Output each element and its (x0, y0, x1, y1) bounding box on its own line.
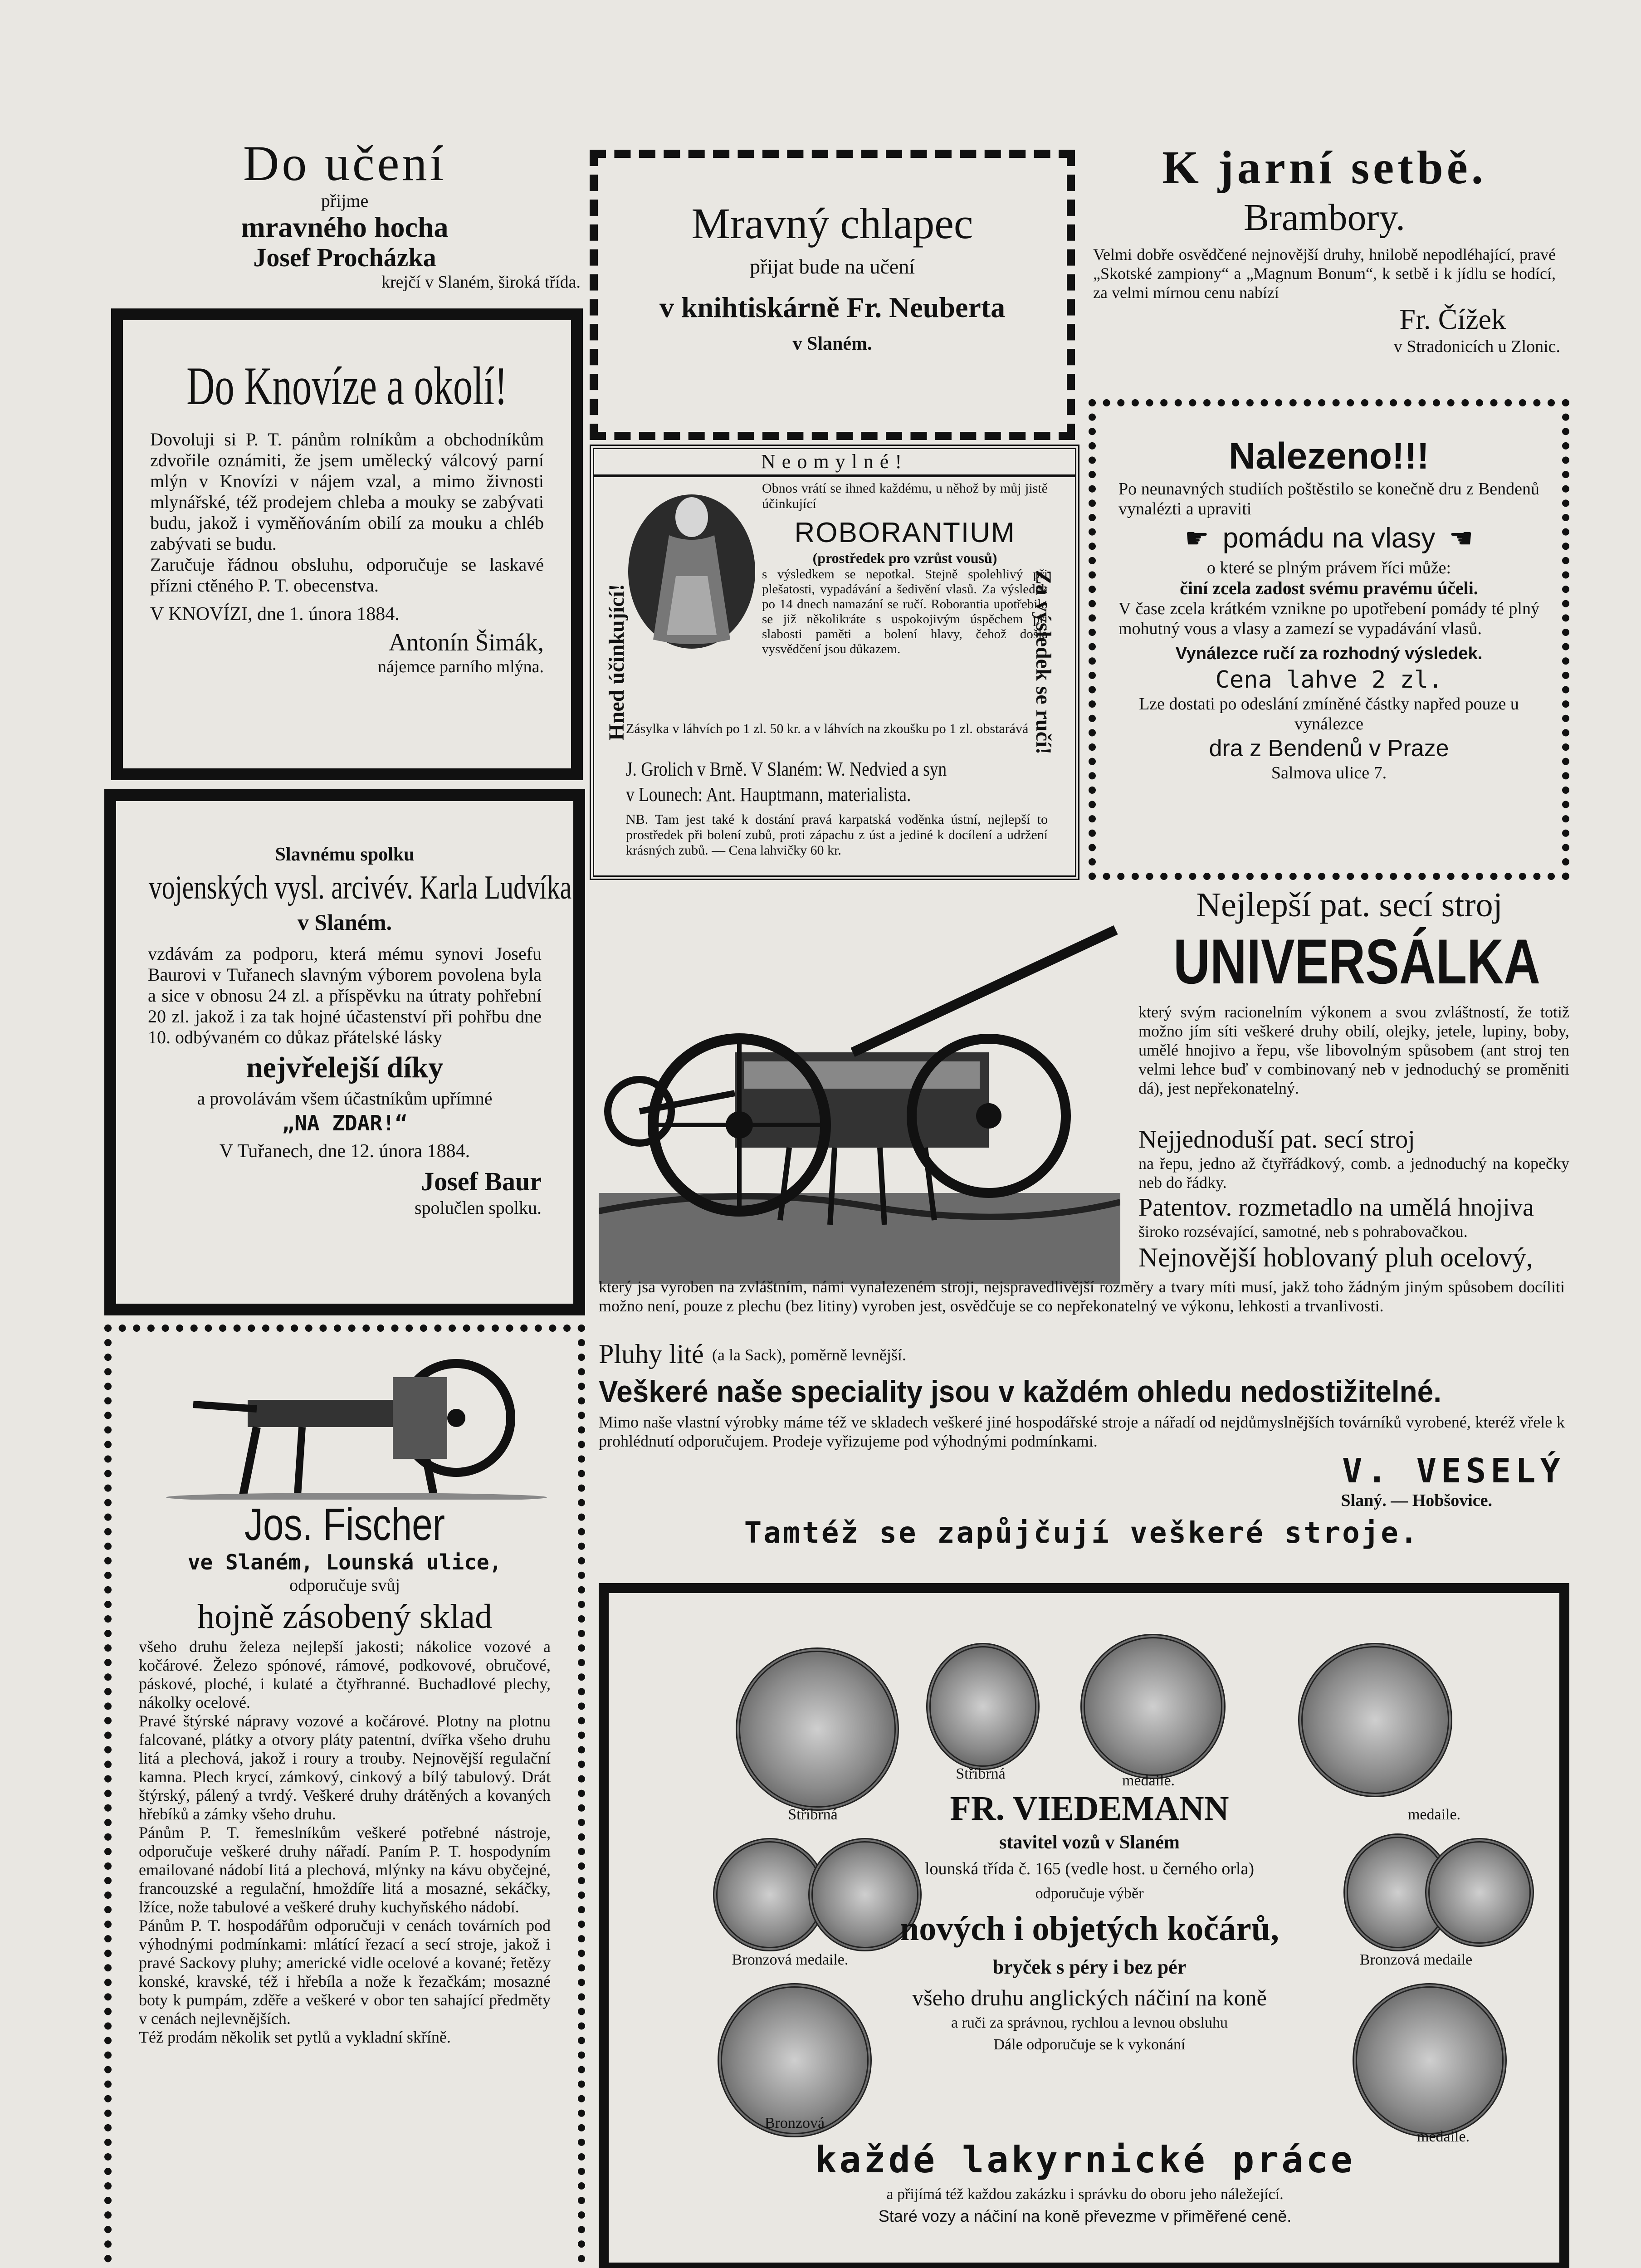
ad-spolek-motto: „NA ZDAR!“ (282, 1111, 408, 1135)
ad-nalezeno-order: Lze dostati po odeslání zmíněné částky napřed pouze u vynálezce (1139, 694, 1519, 733)
ad-universalka-l3: Patentov. rozmetadlo na umělá hnojiva (1138, 1193, 1534, 1222)
ad-nalezeno-name: dra z Bendenů v Praze (1209, 735, 1449, 762)
ad-chlapec (590, 150, 1075, 440)
ad-fischer-body: všeho druhu železa nejlepší jakosti; nákolice vozové a kočárové. Železo spónové, rámové, podkovové, obručové, páskové, ploché, i kulaté a čtyřhranné. Buchadlové plechy, nákolky ocelové. (139, 1637, 551, 1711)
ad-chlapec-line1: přijat bude na učení (749, 255, 915, 278)
ad-roborantium-side-right: Za výsledek se ručí! (1031, 570, 1055, 755)
ad-apprentice-line1: přijme (321, 191, 369, 211)
ad-universalka-body3: Mimo naše vlastní výrobky máme též ve skladech veškeré jiné hospodářské stroje a nářadí od nejdůmyslnějších továrníků vyrobené, kteréž vřele k prohlédnutí odporučujem. Prodeje vyřizujeme pod výhodnými podmínkami. (599, 1413, 1565, 1450)
medal-icon-1 (736, 1647, 899, 1811)
medal-caption-8: medaile. (1416, 2128, 1470, 2145)
ad-apprentice-sub: krejčí v Slaném, široká třída. (381, 273, 581, 292)
ad-viedemann-l1: stavitel vozů v Slaném (999, 1832, 1180, 1853)
medal-caption-4: medaile. (1407, 1806, 1461, 1823)
ad-viedemann-l9: Staré vozy a náčiní na koně převezme v přiměřené ceně. (878, 2207, 1292, 2225)
ad-chlapec-title: Mravný chlapec (691, 199, 973, 248)
ad-setba-name: Fr. Čížek (1399, 303, 1506, 335)
ad-viedemann-l8: a přijímá též každou zakázku i správku do oboru jeho náležející. (886, 2186, 1284, 2203)
medal-icon-6b (1425, 1838, 1534, 1947)
fischer-cutter-illustration (139, 1350, 551, 1500)
ad-nalezeno-guarantee: Vynálezce ručí za rozhodný výsledek. (1175, 644, 1483, 663)
ad-knovize-date: V KNOVÍZI, dne 1. února 1884. (150, 604, 400, 625)
ad-universalka-brand: UNIVERSÁLKA (1173, 926, 1540, 997)
ad-spolek-body2: a provolávám všem účastníkům upřímné (197, 1088, 493, 1109)
ad-viedemann (599, 1583, 1569, 2268)
ad-roborantium-intro: Obnos vrátí se ihned každému, u něhož by můj jistě účinkující (762, 481, 1048, 511)
ad-roborantium-desc: s výsledkem se nepotkal. Stejně spolehlivý při plešatosti, vypadávání a šedivění vlasů. Za výsledek po 14 dnech namazání se ručí. Roborantia upotřebilo se již několikráte s uspokojivým úspěchem při slabosti paměti a bolení hlavy, čehož došlá vysvědčení jsou důkazem. (762, 567, 1048, 656)
ad-knovize (111, 308, 583, 780)
ad-chlapec-line3: v Slaném. (792, 333, 872, 354)
viedemann-center (863, 1788, 1316, 2056)
ad-spolek-date: V Tuřanech, dne 12. února 1884. (219, 1141, 470, 1162)
ad-universalka-l5: Pluhy lité (599, 1339, 704, 1369)
ad-nalezeno-price: Cena lahve 2 zl. (1215, 666, 1443, 694)
ad-spolek-body: vzdávám za podporu, která mému synovi Josefu Baurovi v Tuřanech slavným výborem povolena byla a sice v obnosu 24 zl. a příspěvku na útraty pohřební 20 zl. jakož i za tak hojné účastenství při pohřbu dne 10. odbývaném co důkaz přátelské lásky (148, 943, 542, 1047)
ad-universalka-rent: Tamtéž se zapůjčují veškeré stroje. (744, 1516, 1420, 1550)
ad-universalka-l4: Nejnovější hoblovaný pluh ocelový, (1138, 1242, 1533, 1272)
ad-nalezeno-body: Po neunavných studiích poštěstilo se konečně dru z Bendenů vynalézti a upraviti (1118, 479, 1539, 518)
ad-roborantium-dealers2: v Lounech: Ant. Hauptmann, materialista. (626, 783, 911, 806)
ad-fischer-body4: Pánům P. T. hospodářům odporučuji v cenách továrních pod výhodnými podmínkami: mlátící řezací a secí stroje, jakož i pravé Sackovy pluhy; americké vidle ocelové a kované; řetězy konské, kravské, též i hřebíla a nože k řezačkám; mosazné boty k pumpám, zděře a veškeré v obor ten sahající předměty v cenách nejlevnějších. (139, 1916, 551, 2028)
ad-viedemann-l5: všeho druhu anglických náčiní na koně (912, 1985, 1267, 2010)
medal-caption-1: Stříbrná (788, 1806, 838, 1823)
ad-universalka-l3b: široko rozsévající, samotné, neb s pohrabovačkou. (1138, 1222, 1468, 1241)
ad-fischer-body3: Pánům P. T. řemeslníkům veškeré potřebné nástroje, odporučuje veškeré druhy nářadí. Paním P. T. hospodyním emailované nádobí litá a plechová, mlýnky na kávu obyčejné, francouzské a regulační, hmoždíře litá a mosazné, sekáčky, lžíce, nože tabulové a veškeré druhy kuchyňského nádobí. (139, 1823, 551, 1916)
ad-viedemann-l2: lounská třída č. 165 (vedle host. u černého orla) (925, 1859, 1254, 1878)
ad-chlapec-line2: v knihtiskárně Fr. Neuberta (659, 291, 1006, 323)
ad-spolek-line3: v Slaném. (297, 909, 392, 935)
ad-spolek-role: spolučlen spolku. (415, 1198, 542, 1218)
ad-nalezeno-body3: V čase zcela krátkém vznikne po upotřebení pomády té plný mohutný vous a vlasy a zamezí se vypadávání vlasů. (1118, 599, 1539, 638)
ad-apprentice-name: Josef Procházka (253, 243, 436, 272)
ad-viedemann-l4: bryček s péry i bez pér (992, 1956, 1187, 1978)
pointing-hand-icon: ☛ (1184, 523, 1209, 554)
medal-caption-3: medaile. (1122, 1772, 1175, 1789)
ad-roborantium-side-left: Hned účinkující! (605, 584, 629, 741)
ad-universalka-slogan: Veškeré naše speciality jsou v každém ohledu nedostižitelné. (599, 1374, 1441, 1409)
ad-knovize-name: Antonín Šimák, (388, 629, 544, 656)
ad-universalka (594, 885, 1569, 1574)
ad-roborantium-price: Zásylka v láhvích po 1 zl. 50 kr. a v láhvích na zkoušku po 1 zl. obstarává (626, 721, 1029, 736)
ad-spolek-name: Josef Baur (421, 1167, 542, 1196)
ad-universalka-place: Slaný. — Hobšovice. (1341, 1491, 1492, 1510)
ad-nalezeno-title: Nalezeno!!! (1229, 435, 1429, 477)
ad-setba-body: Velmi dobře osvědčené nejnovější druhy, hnilobě nepodléhající, pravé „Skotské zampiony“ a „Magnum Bonum“, k setbě i k jídlu se hodící, za velmi mírnou cenu nabízí (1093, 245, 1556, 302)
ad-spolek-line1: Slavnému spolku (275, 844, 415, 865)
ad-nalezeno-bold: činí zcela zadost svému pravému účeli. (1180, 578, 1478, 598)
ad-universalka-body2: který jsa vyroben na zvláštním, námi vynalezeném stroji, nejspravedlivější rozměry a tvary míti musí, jakž toho žádným jiným spůsobem docíliti možno není, pouze z plechu (bez litiny) vyroben jest, osvědčuje se co nepřekonatelný ve výkonu, lehkosti a trvanlivosti. (599, 1278, 1565, 1315)
ad-apprentice (109, 136, 581, 304)
ad-knovize-role: nájemce parního mlýna. (377, 657, 544, 676)
ad-nalezeno-product: pomádu na vlasy (1222, 523, 1436, 554)
ad-viedemann-l6: a ruči za správnou, rychlou a levnou obsluhu (951, 2014, 1228, 2031)
medal-icon-7 (718, 1983, 872, 2137)
ad-setba-title: K jarní setbě. (1162, 142, 1487, 194)
ad-setba-sub: Brambory. (1243, 196, 1406, 239)
ad-roborantium-header: Neomylné! (594, 449, 1075, 477)
ad-universalka-body: který svým racionelním výkonem a svou zvláštností, že totiž možno jím síti veškeré druhy obilí, olejky, jetele, lupiny, boby, umělé hnojivo a řepu, vše libovolným spůsobem (ant stroj ten velmi lehce buď v combinovaný neb v jednoduchý se proměniti dá), jest nepřekonatelný. (1138, 1003, 1569, 1097)
ad-roborantium (590, 445, 1079, 880)
ad-fischer-addr: ve Slaném, Lounská ulice, (187, 1550, 502, 1574)
medal-icon-4 (1298, 1643, 1452, 1797)
ad-nalezeno-product-row (1118, 523, 1539, 554)
ad-spolek (104, 789, 585, 1315)
medal-icon-8 (1353, 1983, 1507, 2137)
ad-knovize-body: Dovoluji si P. T. pánům rolníkům a obchodníkům zdvořile oznámiti, že jsem umělecký válcový parní mlýn v Knovízi v nájem vzal, a mimo živnosti mlynářské, též prodejem chleba a mouky se zabývati budu, jakož i vyměňováním obilí za mouku a chléb zabývati se budu. (150, 429, 544, 554)
ad-viedemann-l7: Dále odporučuje se k vykonání (993, 2036, 1186, 2053)
medal-caption-7: Bronzová (764, 2115, 825, 2131)
roborantium-woman-illustration (626, 485, 757, 653)
ad-viedemann-big: každé lakyrnické práce (815, 2139, 1355, 2181)
medal-caption-2: Stříbrná (956, 1765, 1006, 1782)
ad-roborantium-desc-bold: (prostředek pro vzrůst vousů) (812, 550, 997, 566)
ad-roborantium-nb: NB. Tam jest také k dostání pravá karpatská voděnka ústní, nejlepší to prostředek při bolení zubů, proti zápachu z úst a jediné k docílení a udržení krásných zubů. — Cena lahvičky 60 kr. (626, 812, 1048, 858)
ad-fischer-body5: Též prodám několik set pytlů a vykladní skříně. (139, 2028, 451, 2046)
ad-spolek-thanks: nejvřelejší díky (246, 1051, 444, 1084)
medal-icon-2 (926, 1643, 1040, 1770)
ad-fischer-body2: Pravé štýrské nápravy vozové a kočárové. Plotny na plotnu falcované, plátky a otvory pláty patentní, dvířka všeho druhu litá a plechová, jakož i roury a trouby. Nejnovější regulační kamna. Plech krycí, zámkový, cinkový a bílý tabulový. Drát štýrský, pálený a tvrdý. Veškeré druhy drátěných a kovaných hřebíků a zámky všeho druhu. (139, 1712, 551, 1823)
ad-setba-place: v Stradonicích u Zlonic. (1393, 337, 1560, 356)
ad-apprentice-line2: mravného hocha (241, 211, 449, 243)
medal-caption-6: Bronzová medaile (1359, 1951, 1473, 1968)
ad-fischer-name: Jos. Fischer (244, 1499, 445, 1550)
ad-universalka-title: Nejlepší pat. secí stroj (1196, 886, 1503, 924)
medal-icon-3 (1080, 1634, 1226, 1779)
medal-caption-5: Bronzová medaile. (732, 1951, 849, 1968)
pointing-hand-icon-right: ☚ (1449, 523, 1474, 554)
ad-apprentice-title: Do učení (243, 136, 447, 191)
ad-fischer (104, 1325, 585, 2268)
ad-spolek-line2: vojenských vysl. arcivév. Karla Ludvíka (148, 869, 572, 906)
ad-nalezeno (1089, 399, 1569, 880)
ad-fischer-rec: odporučuje svůj (289, 1576, 400, 1595)
ad-nalezeno-addr: Salmova ulice 7. (1271, 763, 1387, 782)
ad-viedemann-title: nových i objetých kočárů, (900, 1910, 1279, 1948)
ad-roborantium-product: ROBORANTIUM (794, 517, 1016, 548)
ad-viedemann-name: FR. VIEDEMANN (950, 1789, 1229, 1828)
ad-knovize-body2: Zaručuje řádnou obsluhu, odporučuje se laskavé přízni ctěného P. T. obecenstva. (150, 554, 544, 596)
ad-universalka-l5b: (a la Sack), poměrně levnější. (712, 1346, 906, 1364)
ad-universalka-l2: Nejjednoduší pat. secí stroj (1138, 1125, 1415, 1154)
ad-viedemann-l3: odporučuje výběr (1035, 1885, 1144, 1902)
ad-roborantium-dealers: J. Grolich v Brně. V Slaném: W. Nedvied a syn (626, 758, 947, 780)
ad-universalka-l2b: na řepu, jedno až čtyřřádkový, comb. a jednoduchý na kopečky neb do řádky. (1138, 1154, 1569, 1192)
ad-fischer-title: hojně zásobený sklad (197, 1598, 493, 1636)
ad-setba (1089, 141, 1560, 395)
ad-nalezeno-body2: o které se plným právem říci může: (1206, 558, 1451, 577)
ad-knovize-title: Do Knovíze a okolí! (186, 356, 508, 416)
ad-universalka-name: V. VESELÝ (1342, 1452, 1565, 1491)
